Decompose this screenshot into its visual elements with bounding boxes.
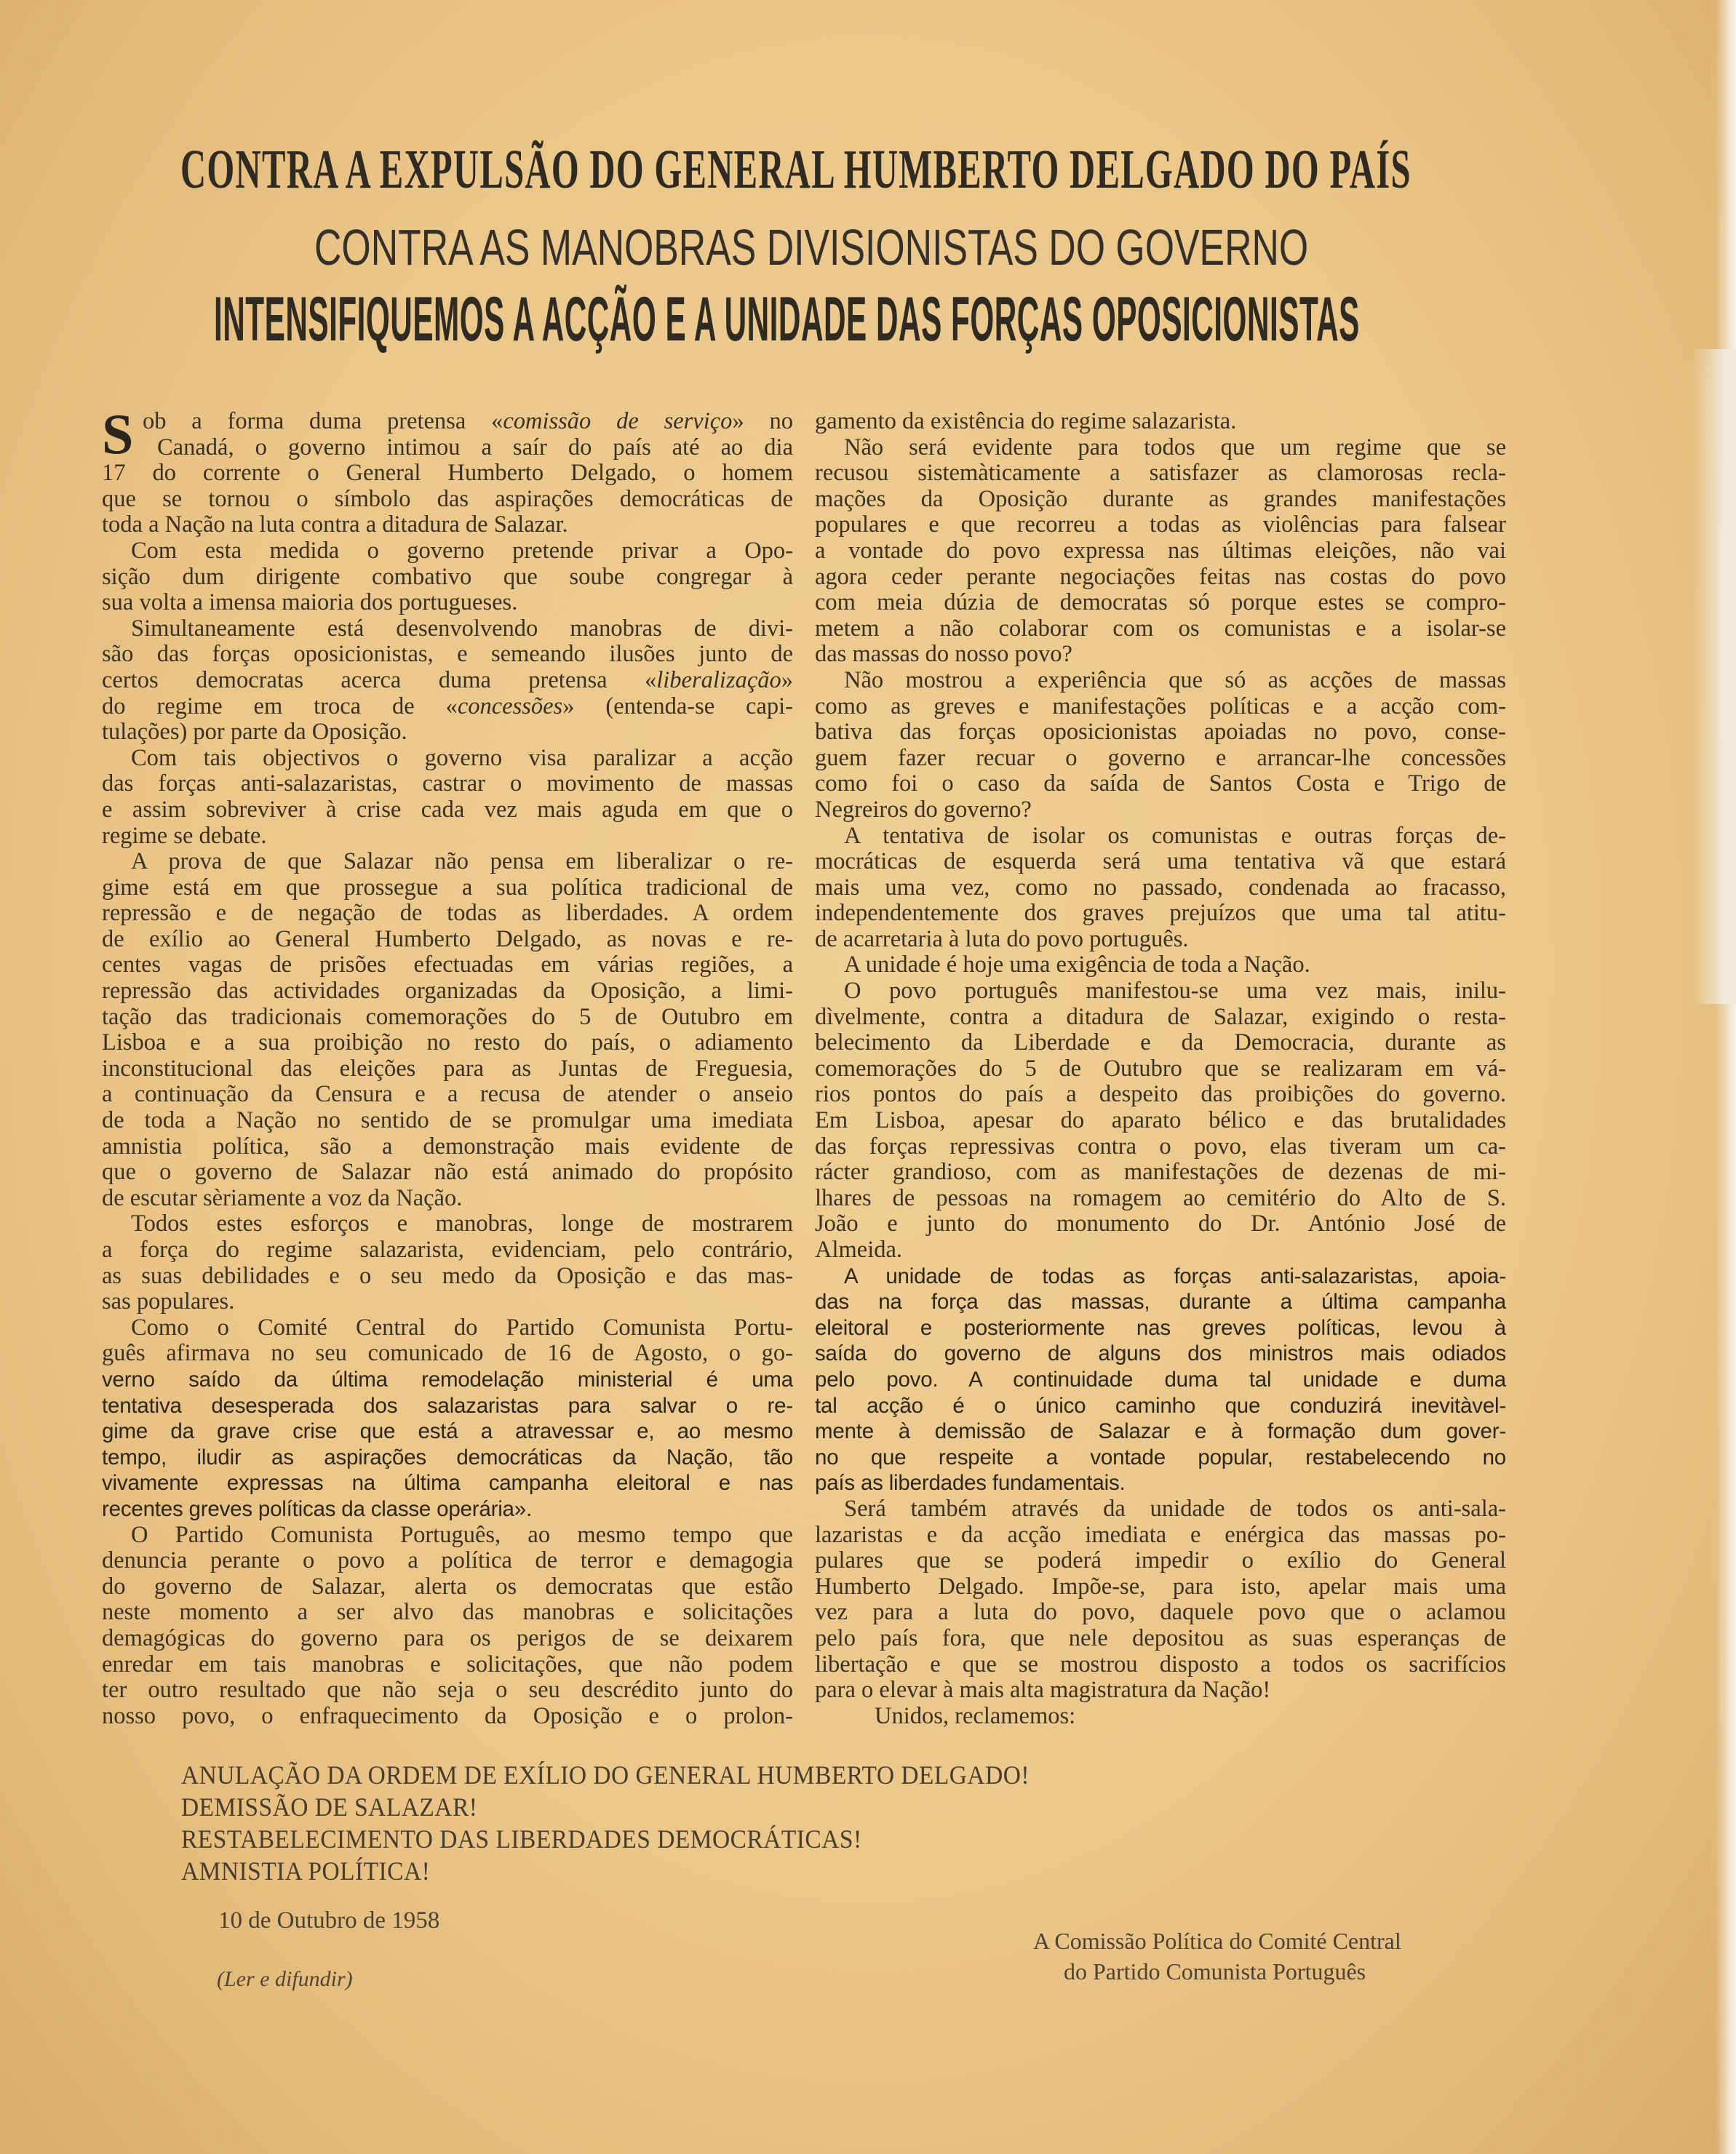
- text-line: verno saído da última remodelação ministerial é uma: [102, 1367, 793, 1392]
- text-line: recusou sistemàticamente a satisfazer as clamorosas recla-: [815, 460, 1506, 487]
- paragraph: [102, 849, 793, 1211]
- text-line: a vontade do povo expressa nas últimas eleições, não vai: [815, 537, 1506, 564]
- text-line: dìvelmente, contra a ditadura de Salazar, exigindo o resta-: [815, 1003, 1506, 1030]
- signature-line: do Partido Comunista Português: [1064, 1958, 1366, 1985]
- paragraph: [815, 823, 1506, 953]
- text-line: como as greves e manifestações políticas e a acção com-: [815, 693, 1506, 719]
- text-line: 17 do corrente o General Humberto Delgado, o homem: [102, 460, 793, 487]
- text-line: nosso povo, o enfraquecimento da Oposição e o prolon-: [102, 1702, 793, 1729]
- text-line: eleitoral e posteriormente nas greves políticas, levou à: [815, 1315, 1506, 1340]
- paragraph: [102, 1315, 793, 1523]
- text-line: neste momento a ser alvo das manobras e solicitações: [102, 1599, 793, 1626]
- headline-1: CONTRA A EXPULSÃO DO GENERAL HUMBERTO DELGADO DO PAÍS: [180, 139, 1412, 200]
- text-line: libertação e que se mostrou disposto a todos os sacrifícios: [815, 1651, 1506, 1678]
- text-line: Não mostrou a experiência que só as acções de massas: [844, 666, 1506, 693]
- text-line: recentes greves políticas da classe operária».: [102, 1496, 532, 1521]
- text-line: tulações) por parte da Oposição.: [102, 719, 407, 746]
- text-line: sas populares.: [102, 1288, 235, 1315]
- text-line: lazaristas e da acção imediata e enérgica das massas po-: [815, 1521, 1506, 1548]
- text-line: no que respeite a vontade popular, restabelecendo no: [815, 1445, 1506, 1469]
- text-line: guês afirmava no seu comunicado de 16 de Agosto, o go-: [102, 1340, 793, 1367]
- text-line: A tentativa de isolar os comunistas e outras forças de-: [844, 822, 1506, 849]
- paragraph: [815, 409, 1506, 435]
- paragraph: [102, 1523, 793, 1730]
- headline-2: CONTRA AS MANOBRAS DIVISIONISTAS DO GOVERNO: [314, 219, 1309, 276]
- text-line: tal acção é o único caminho que conduzirá inevitàvel-: [815, 1393, 1506, 1418]
- text-line: vez para a luta do povo, daquele povo que o aclamou: [815, 1599, 1506, 1626]
- torn-paper-edge: [1716, 0, 1736, 2154]
- text-line: de exílio ao General Humberto Delgado, as novas e re-: [102, 925, 793, 952]
- text-line: vivamente expressas na última campanha eleitoral e nas: [102, 1471, 793, 1496]
- text-line: toda a Nação na luta contra a ditadura de Salazar.: [102, 511, 568, 538]
- text-line: enredar em tais manobras e solicitações, que não podem: [102, 1651, 793, 1678]
- left-column: [102, 402, 793, 1729]
- right-column: [815, 409, 1506, 1729]
- text-line: Não será evidente para todos que um regime que se: [844, 434, 1506, 460]
- text-line: a continuação da Censura e a recusa de atender o anseio: [102, 1081, 793, 1108]
- text-line: lhares de pessoas na romagem ao cemitério do Alto de S.: [815, 1184, 1506, 1211]
- text-line: para o elevar à mais alta magistratura da Nação!: [815, 1677, 1271, 1704]
- text-line: de toda a Nação no sentido de se promulgar uma imediata: [102, 1107, 793, 1134]
- text-line: das na força das massas, durante a última campanha: [815, 1290, 1506, 1315]
- text-line: tação das tradicionais comemorações do 5 de Outubro em: [102, 1003, 793, 1030]
- text-line: mente à demissão de Salazar e à formação dum gover-: [815, 1419, 1506, 1444]
- text-line: denuncia perante o povo a política de terror e demagogia: [102, 1547, 793, 1574]
- date: 10 de Outubro de 1958: [218, 1907, 440, 1934]
- text-line: a força do regime salazarista, evidenciam, pelo contrário,: [102, 1237, 793, 1263]
- text-line: ter outro resultado que não seja o seu descrédito junto do: [102, 1677, 793, 1704]
- text-line: tempo, iludir as aspirações democráticas da Nação, tão: [102, 1445, 793, 1469]
- drop-cap: S: [102, 402, 134, 466]
- text-line: agora ceder perante negociações feitas nas costas do povo: [815, 563, 1506, 590]
- text-line: Todos estes esforços e manobras, longe de mostrarem: [131, 1210, 793, 1237]
- text-line: demagógicas do governo para os perigos de se deixarem: [102, 1624, 793, 1651]
- text-line: com meia dúzia de democratas só porque estes se compro-: [815, 589, 1506, 616]
- text-line: rios pontos do país a despeito das proibições do governo.: [815, 1081, 1506, 1108]
- text-line: das forças repressivas contra o povo, elas tiveram um ca-: [815, 1133, 1506, 1160]
- paragraph: [102, 746, 793, 849]
- demand-item: DEMISSÃO DE SALAZAR!: [181, 1792, 478, 1822]
- text-line: mais uma vez, como no passado, condenada ao fracasso,: [815, 874, 1506, 901]
- text-line: ob a forma duma pretensa «comissão de serviço» no: [143, 408, 793, 434]
- text-line: rácter grandioso, com as manifestações de dezenas de mi-: [815, 1159, 1506, 1186]
- text-line: comemorações do 5 de Outubro que se realizaram em vá-: [815, 1055, 1506, 1082]
- text-line: independentemente dos graves prejuízos que uma tal atitu-: [815, 900, 1506, 927]
- text-line: A unidade de todas as forças anti-salazaristas, apoia-: [844, 1264, 1506, 1288]
- text-line: A unidade é hoje uma exigência de toda a Nação.: [844, 952, 1310, 978]
- text-line: as suas debilidades e o seu medo da Oposição e das mas-: [102, 1262, 793, 1289]
- text-line: das massas do nosso povo?: [815, 641, 1072, 668]
- text-line: que se tornou o símbolo das aspirações democráticas de: [102, 485, 793, 512]
- torn-paper-edge: [1692, 349, 1736, 1004]
- text-line: Simultaneamente está desenvolvendo manobras de divi-: [131, 615, 793, 642]
- text-line: guem fazer recuar o governo e arrancar-lhe concessões: [815, 744, 1506, 771]
- distribution-note: (Ler e difundir): [217, 1967, 353, 1991]
- text-line: repressão e de negação de todas as liberdades. A ordem: [102, 900, 793, 927]
- text-line: Com esta medida o governo pretende privar a Opo-: [131, 537, 793, 564]
- text-line: mocráticas de esquerda será uma tentativa vã que estará: [815, 848, 1506, 875]
- text-line: do regime em troca de «concessões» (entenda-se capi-: [102, 693, 793, 719]
- text-line: pelo país fora, que nele depositou as suas esperanças de: [815, 1624, 1506, 1651]
- text-line: de acarretaria à luta do povo português.: [815, 925, 1189, 952]
- text-line: Como o Comité Central do Partido Comunista Portu-: [131, 1314, 793, 1341]
- paragraph: [815, 1496, 1506, 1704]
- text-line: mações da Oposição durante as grandes manifestações: [815, 485, 1506, 512]
- text-line: das forças anti-salazaristas, castrar o movimento de massas: [102, 770, 793, 797]
- text-line: do governo de Salazar, alerta os democratas que estão: [102, 1573, 793, 1600]
- text-line: repressão das actividades organizadas da Oposição, a limi-: [102, 978, 793, 1005]
- signature-line: A Comissão Política do Comité Central: [1033, 1928, 1401, 1954]
- text-line: amnistia política, são a demonstração mais evidente de: [102, 1133, 793, 1160]
- text-line: Em Lisboa, apesar do aparato bélico e das brutalidades: [815, 1107, 1506, 1134]
- text-line: Será também através da unidade de todos os anti-sala-: [844, 1495, 1506, 1522]
- text-line: O Partido Comunista Português, ao mesmo tempo que: [131, 1521, 793, 1548]
- text-line: inconstitucional das eleições para as Juntas de Freguesia,: [102, 1055, 793, 1082]
- paragraph: [102, 402, 793, 538]
- text-line: que o governo de Salazar não está animado do propósito: [102, 1159, 793, 1186]
- paragraph: [815, 435, 1506, 668]
- demands-list: [181, 1759, 1094, 1887]
- text-line: de escutar sèriamente a voz da Nação.: [102, 1184, 463, 1211]
- text-line: sição dum dirigente combativo que soube congregar à: [102, 563, 793, 590]
- text-line: João e junto do monumento do Dr. António José de: [815, 1210, 1506, 1237]
- text-line: Lisboa e a sua proibição no resto do país, o adiamento: [102, 1029, 793, 1056]
- headline-3: INTENSIFIQUEMOS A ACÇÃO E A UNIDADE DAS FORÇAS OPOSICIONISTAS: [214, 284, 1360, 354]
- text-line: gime está em que prossegue a sua política tradicional de: [102, 874, 793, 901]
- paragraph: [815, 952, 1506, 978]
- text-line: Canadá, o governo intimou a saír do país até ao dia: [157, 434, 793, 460]
- text-line: Negreiros do governo?: [815, 796, 1032, 823]
- text-line: Com tais objectivos o governo visa paralizar a acção: [131, 744, 793, 771]
- text-line: metem a não colaborar com os comunistas e a isolar-se: [815, 615, 1506, 642]
- text-line: regime se debate.: [102, 822, 267, 849]
- text-line: gamento da existência do regime salazarista.: [815, 408, 1237, 434]
- text-line: gime da grave crise que está a atravessar e, ao mesmo: [102, 1419, 793, 1444]
- text-line: O povo português manifestou-se uma vez mais, inilu-: [844, 978, 1506, 1005]
- text-line: populares e que recorreu a todas as violências para falsear: [815, 511, 1506, 538]
- text-line: como foi o caso da saída de Santos Costa e Trigo de: [815, 770, 1506, 797]
- paragraph: [815, 1264, 1506, 1496]
- text-line: belecimento da Liberdade e da Democracia, durante as: [815, 1029, 1506, 1056]
- text-line: e assim sobreviver à crise cada vez mais aguda em que o: [102, 796, 793, 823]
- text-line: Almeida.: [815, 1237, 903, 1263]
- text-line: A prova de que Salazar não pensa em liberalizar o re-: [131, 848, 793, 875]
- text-line: saída do governo de alguns dos ministros mais odiados: [815, 1341, 1506, 1366]
- text-line: centes vagas de prisões efectuadas em várias regiões, a: [102, 952, 793, 978]
- text-line: pulares que se poderá impedir o exílio do General: [815, 1547, 1506, 1574]
- text-line: pelo povo. A continuidade duma tal unidade e duma: [815, 1367, 1506, 1392]
- text-line: certos democratas acerca duma pretensa «liberalização»: [102, 666, 793, 693]
- text-line: sua volta a imensa maioria dos portugueses.: [102, 589, 518, 616]
- paragraph: [102, 616, 793, 746]
- paragraph: [815, 668, 1506, 823]
- text-line: Humberto Delgado. Impõe-se, para isto, apelar mais uma: [815, 1573, 1506, 1600]
- paragraph: [102, 1211, 793, 1315]
- text-line: Unidos, reclamemos:: [875, 1702, 1076, 1729]
- demand-item: ANULAÇÃO DA ORDEM DE EXÍLIO DO GENERAL HUMBERTO DELGADO!: [181, 1760, 1030, 1790]
- text-line: tentativa desesperada dos salazaristas para salvar o re-: [102, 1393, 793, 1418]
- demand-item: RESTABELECIMENTO DAS LIBERDADES DEMOCRÁTICAS!: [181, 1824, 862, 1854]
- paragraph: [815, 978, 1506, 1264]
- text-line: bativa das forças oposicionistas apoiadas no povo, conse-: [815, 719, 1506, 746]
- paragraph: [102, 538, 793, 616]
- paragraph: [815, 1704, 1506, 1730]
- demand-item: AMNISTIA POLÍTICA!: [181, 1856, 431, 1886]
- text-line: são das forças oposicionistas, e semeando ilusões junto de: [102, 641, 793, 668]
- text-line: país as liberdades fundamentais.: [815, 1471, 1126, 1496]
